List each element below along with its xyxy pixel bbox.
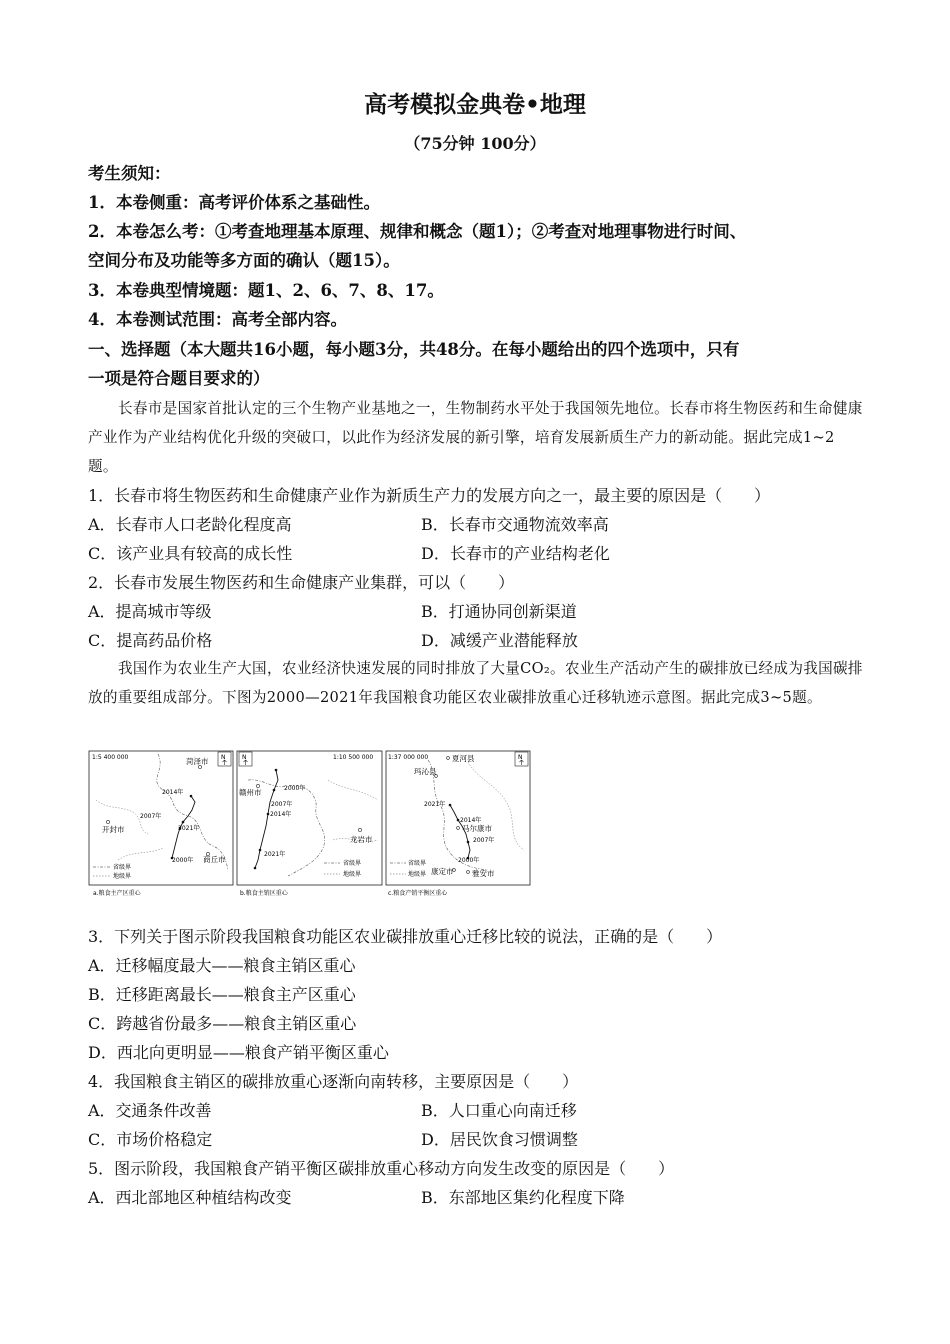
north-arrow-icon: N bbox=[221, 754, 226, 761]
year-label: 2000年 bbox=[458, 857, 480, 864]
place-label: 龙岩市 bbox=[350, 835, 373, 844]
place-label: 雅安市 bbox=[472, 869, 495, 878]
north-arrow-icon: N bbox=[242, 754, 247, 761]
map-a-caption: a.粮食主产区重心 bbox=[93, 890, 141, 897]
carbon-center-migration-figure bbox=[88, 750, 532, 900]
map-a-scale: 1:5 400 000 bbox=[92, 754, 129, 761]
question-1-option-c: C．该产业具有较高的成长性 bbox=[88, 544, 293, 563]
north-arrow-icon: N bbox=[518, 754, 523, 761]
map-b-scale: 1:10 500 000 bbox=[333, 754, 374, 761]
notice-item: 空间分布及功能等多方面的确认（题15）。 bbox=[88, 251, 400, 270]
question-4-option-a: A．交通条件改善 bbox=[88, 1101, 212, 1120]
year-label: 2014年 bbox=[460, 817, 482, 824]
place-label: 赣州市 bbox=[239, 788, 262, 797]
year-label: 2014年 bbox=[270, 811, 292, 818]
exam-duration-score: （75分钟 100分） bbox=[404, 134, 546, 153]
question-2-option-a: A．提高城市等级 bbox=[88, 602, 212, 621]
place-label: 夏河县 bbox=[452, 754, 475, 763]
legend-city: 地级界 bbox=[408, 871, 427, 878]
year-label: 2014年 bbox=[162, 789, 184, 796]
map-b-grain-main-selling bbox=[237, 751, 382, 897]
place-label: 开封市 bbox=[102, 825, 125, 834]
place-label: 康定市 bbox=[431, 867, 454, 876]
question-3-option-d: D．西北向更明显——粮食产销平衡区重心 bbox=[88, 1043, 389, 1062]
question-5-stem: 5．图示阶段，我国粮食产销平衡区碳排放重心移动方向发生改变的原因是（ ） bbox=[88, 1159, 675, 1178]
place-label: 玛沁县 bbox=[414, 767, 437, 776]
place-label: 商丘市 bbox=[203, 855, 226, 864]
year-label: 2021年 bbox=[178, 825, 200, 832]
passage-changchun: 长春市是国家首批认定的三个生物产业基地之一，生物制药水平处于我国领先地位。长春市将生物医药和生命健康产业作为产业结构优化升级的突破口，以此作为经济发展的新引擎，培育发展新质生产力的新动能。据此完成1~2题。 bbox=[88, 400, 863, 475]
question-3-option-c: C．跨越省份最多——粮食主销区重心 bbox=[88, 1014, 357, 1033]
year-label: 2021年 bbox=[424, 801, 446, 808]
question-5-option-b: B．东部地区集约化程度下降 bbox=[421, 1188, 625, 1207]
question-2-stem: 2．长春市发展生物医药和生命健康产业集群，可以（ ） bbox=[88, 573, 515, 592]
notice-heading: 考生须知： bbox=[88, 164, 171, 183]
question-4-option-c: C．市场价格稳定 bbox=[88, 1130, 213, 1149]
question-3-stem: 3．下列关于图示阶段我国粮食功能区农业碳排放重心迁移比较的说法，正确的是（ ） bbox=[88, 927, 723, 946]
legend-province: 省级界 bbox=[408, 860, 427, 867]
section-heading: 一、选择题（本大题共16小题，每小题3分，共48分。在每小题给出的四个选项中，只有 bbox=[88, 340, 740, 359]
question-2-option-c: C．提高药品价格 bbox=[88, 631, 213, 650]
map-c-grain-balanced bbox=[386, 751, 530, 897]
map-c-scale: 1:37 000 000 bbox=[388, 754, 429, 761]
question-3-option-b: B．迁移距离最长——粮食主产区重心 bbox=[88, 985, 356, 1004]
legend-province: 省级界 bbox=[343, 860, 362, 867]
place-label: 菏泽市 bbox=[186, 757, 209, 766]
question-4-option-b: B．人口重心向南迁移 bbox=[421, 1101, 577, 1120]
question-2-option-b: B．打通协同创新渠道 bbox=[421, 602, 577, 621]
map-c-caption: c.粮食产销平衡区重心 bbox=[388, 890, 448, 897]
legend-city: 地级界 bbox=[343, 871, 362, 878]
question-4-option-d: D．居民饮食习惯调整 bbox=[421, 1130, 578, 1149]
question-1-option-d: D．长春市的产业结构老化 bbox=[421, 544, 610, 563]
notice-item: 1．本卷侧重：高考评价体系之基础性。 bbox=[88, 193, 380, 212]
question-1-option-a: A．长春市人口老龄化程度高 bbox=[88, 515, 292, 534]
page-title: 高考模拟金典卷•地理 bbox=[364, 92, 586, 118]
notice-item: 3．本卷典型情境题：题1、2、6、7、8、17。 bbox=[88, 281, 444, 300]
legend-city: 地级界 bbox=[113, 873, 132, 880]
question-2-option-d: D．减缓产业潜能释放 bbox=[421, 631, 578, 650]
question-1-stem: 1．长春市将生物医药和生命健康产业作为新质生产力的发展方向之一，最主要的原因是（ ） bbox=[88, 486, 771, 505]
question-5-option-a: A．西北部地区种植结构改变 bbox=[88, 1188, 292, 1207]
question-1-option-b: B．长春市交通物流效率高 bbox=[421, 515, 609, 534]
notice-item: 4．本卷测试范围：高考全部内容。 bbox=[88, 310, 347, 329]
notice-item: 2．本卷怎么考：①考查地理基本原理、规律和概念（题1）；②考查对地理事物进行时间、 bbox=[88, 222, 747, 241]
place-label: 马尔康市 bbox=[462, 824, 492, 833]
section-heading-cont: 一项是符合题目要求的） bbox=[88, 369, 270, 388]
question-3-option-a: A．迁移幅度最大——粮食主销区重心 bbox=[88, 956, 356, 975]
question-4-stem: 4．我国粮食主销区的碳排放重心逐渐向南转移，主要原因是（ ） bbox=[88, 1072, 579, 1091]
map-b-caption: b.粮食主销区重心 bbox=[240, 890, 288, 897]
year-label: 2000年 bbox=[172, 857, 194, 864]
map-a-grain-main-producing bbox=[89, 751, 233, 897]
year-label: 2021年 bbox=[264, 851, 286, 858]
legend-province: 省级界 bbox=[113, 864, 132, 871]
year-label: 2007年 bbox=[140, 813, 162, 820]
passage-carbon: 我国作为农业生产大国，农业经济快速发展的同时排放了大量CO₂。农业生产活动产生的碳排放已经成为我国碳排放的重要组成部分。下图为2000—2021年我国粮食功能区农业碳排放重心迁移轨迹示意图。据此完成3~5题。 bbox=[88, 660, 863, 706]
year-label: 2007年 bbox=[271, 801, 293, 808]
year-label: 2000年 bbox=[284, 785, 306, 792]
year-label: 2007年 bbox=[473, 837, 495, 844]
